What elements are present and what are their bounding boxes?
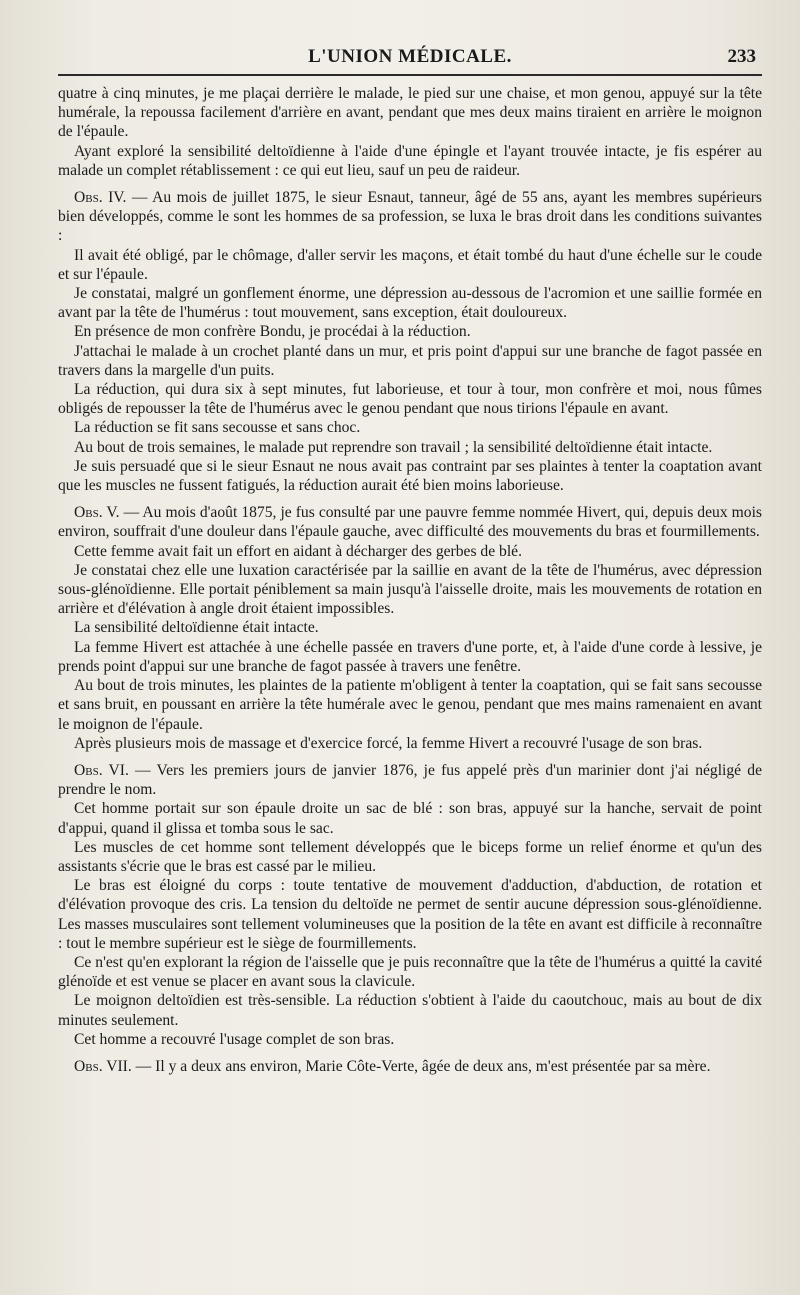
paragraph-text: La réduction se fit sans secousse et sans choc. <box>74 419 361 437</box>
paragraph-text: Ce n'est qu'en explorant la région de l'aisselle que je puis reconnaître que la tête de l'humérus a quitté la cavité glénoïde et est venue se placer en avant sous la clavicule. <box>58 953 762 991</box>
observation-label: Obs. VII. <box>74 1057 132 1075</box>
paragraph-text: Cet homme portait sur son épaule droite un sac de blé : son bras, appuyé sur la hanche, servait de point d'appui, quand il glissa et tomba sous le sac. <box>58 800 762 837</box>
observation-heading-paragraph <box>58 761 762 799</box>
paragraph <box>58 799 762 837</box>
paragraph <box>58 734 762 753</box>
body-text <box>58 84 762 1076</box>
paragraph <box>58 561 762 619</box>
paragraph <box>58 838 762 876</box>
paragraph <box>58 246 762 284</box>
paragraph <box>58 142 762 180</box>
paragraph-text: — Au mois de juillet 1875, le sieur Esnaut, tanneur, âgé de 55 ans, ayant les membres supérieurs bien développés, comme le sont les hommes de sa profession, se luxa le bras droit dans les conditions suivantes : <box>58 189 762 245</box>
paragraph <box>58 876 762 953</box>
paragraph-text: Au bout de trois semaines, le malade put reprendre son travail ; la sensibilité deltoïdienne était intacte. <box>74 438 713 456</box>
observation-label: Obs. IV. <box>74 189 127 207</box>
journal-title: L'UNION MÉDICALE. <box>308 46 512 67</box>
paragraph <box>58 676 762 734</box>
paragraph-text: — Vers les premiers jours de janvier 1876, je fus appelé près d'un marinier dont j'ai négligé de prendre le nom. <box>58 761 762 799</box>
paragraph <box>58 84 762 142</box>
paragraph-text: Les muscles de cet homme sont tellement développés que le biceps forme un relief énorme et qu'un des assistants s'écrie que le bras est cassé par le milieu. <box>58 838 762 875</box>
paragraph <box>58 542 762 561</box>
paragraph <box>58 322 762 341</box>
paragraph-text: La femme Hivert est attachée à une échelle passée en travers d'une porte, et, à l'aide d'une corde à lessive, je prends point d'appui sur une branche de fagot passée à travers une fenêtre. <box>58 638 762 675</box>
paragraph <box>58 457 762 495</box>
paragraph <box>58 418 762 437</box>
paragraph-text: Il avait été obligé, par le chômage, d'aller servir les maçons, et était tombé du haut d'une échelle sur le coude et sur l'épaule. <box>58 246 762 283</box>
observation-label: Obs. V. <box>74 504 120 522</box>
paragraph-text: Je constatai, malgré un gonflement énorme, une dépression au-dessous de l'acromion et une saillie formée en avant par la tête de l'humérus : tout mouvement, sans exception, était douloureux. <box>58 285 762 322</box>
observation-label: Obs. VI. <box>74 761 129 779</box>
paragraph <box>58 1030 762 1049</box>
paragraph-text: Le bras est éloigné du corps : toute tentative de mouvement d'adduction, d'abduction, de rotation et d'élévation provoque des cris. La tension du deltoïde ne permet de sentir aucune dépression sous-glénoïdienne. Les masses musculaires sont tellement volumineuses que la position de la tête en avant est difficile à reconnaître : tout le membre supérieur est le siège de fourmillements. <box>58 877 762 952</box>
paragraph <box>58 638 762 676</box>
paragraph <box>58 991 762 1029</box>
paragraph-text: Je suis persuadé que si le sieur Esnaut ne nous avait pas contraint par ses plaintes à tenter la coaptation avant que les muscles ne fussent fatigués, la réduction aurait été bien moins laborieuse. <box>58 457 762 495</box>
paragraph-text: Le moignon deltoïdien est très-sensible. La réduction s'obtient à l'aide du caoutchouc, mais au bout de dix minutes seulement. <box>58 992 762 1029</box>
paragraph-text: — Il y a deux ans environ, Marie Côte-Verte, âgée de deux ans, m'est présentée par sa mère. <box>131 1057 711 1075</box>
paragraph-text: J'attachai le malade à un crochet planté dans un mur, et pris point d'appui sur une branche de fagot passée en travers dans la margelle d'un puits. <box>58 342 762 379</box>
paragraph-text: La réduction, qui dura six à sept minutes, fut laborieuse, et tour à tour, mon confrère et moi, nous fûmes obligés de repousser la tête de l'humérus avec le genou pendant que nous tirions l'épaule en avant. <box>58 381 762 418</box>
paragraph <box>58 618 762 637</box>
observation-heading-paragraph <box>58 188 762 246</box>
paragraph <box>58 438 762 457</box>
paragraph-text: La sensibilité deltoïdienne était intacte. <box>74 619 319 637</box>
paragraph-text: Ayant exploré la sensibilité deltoïdienne à l'aide d'une épingle et l'ayant trouvée intacte, je fis espérer au malade un complet rétablissement : ce qui eut lieu, sauf un peu de raideur. <box>58 142 762 179</box>
paragraph-text: quatre à cinq minutes, je me plaçai derrière le malade, le pied sur une chaise, et mon genou, appuyé sur la tête humérale, la repoussa facilement d'arrière en avant, pendant que mes deux mains tiraient en arrière le moignon de l'épaule. <box>58 85 762 141</box>
paragraph-text: En présence de mon confrère Bondu, je procédai à la réduction. <box>74 323 471 341</box>
running-head <box>58 44 762 76</box>
observation-heading-paragraph <box>58 503 762 541</box>
paragraph-text: Je constatai chez elle une luxation caractérisée par la saillie en avant de la tête de l'humérus, avec dépression sous-glénoïdienne. Elle portait péniblement sa main jusqu'à l'aisselle droite, mais les mouvements de rotation en arrière et d'élévation à angle droit étaient impossibles. <box>58 561 762 618</box>
observation-heading-paragraph <box>58 1057 762 1076</box>
paragraph-text: Cette femme avait fait un effort en aidant à décharger des gerbes de blé. <box>74 542 522 560</box>
paragraph-text: Après plusieurs mois de massage et d'exercice forcé, la femme Hivert a recouvré l'usage de son bras. <box>74 734 703 752</box>
paragraph-text: Cet homme a recouvré l'usage complet de son bras. <box>74 1030 395 1048</box>
paragraph <box>58 953 762 991</box>
paragraph <box>58 284 762 322</box>
paragraph <box>58 380 762 418</box>
paragraph-text: Au bout de trois minutes, les plaintes de la patiente m'obligent à tenter la coaptation, qui se fait sans secousse et sans bruit, en poussant en arrière la tête humérale avec le genou, pendant que mes mains ramenaient en avant le moignon de l'épaule. <box>58 677 762 733</box>
paragraph <box>58 342 762 380</box>
paragraph-text: — Au mois d'août 1875, je fus consulté par une pauvre femme nommée Hivert, qui, depuis deux mois environ, souffrait d'une douleur dans l'épaule gauche, avec difficulté des mouvements du bras et fourmillements. <box>58 504 762 541</box>
page-number: 233 <box>727 46 756 67</box>
